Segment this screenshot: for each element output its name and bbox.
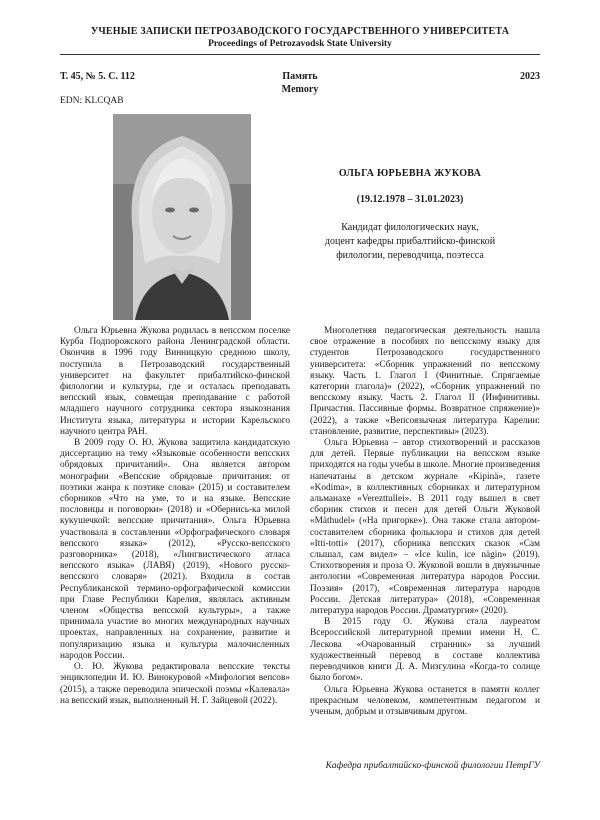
portrait-photo	[113, 114, 251, 320]
text-column-right	[310, 326, 540, 718]
section-title-ru: Память	[282, 71, 318, 82]
paragraph: О. Ю. Жукова редактировала вепсские тексты энциклопедии И. Ю. Винокуровой «Мифология вепсов» (2015), а также переводила эпической поэмы «Калевала» на вепсский язык, выполненный Н. Г. Зайцевой (2022).	[60, 662, 290, 706]
paragraph: Ольга Юрьевна Жукова останется в памяти коллег прекрасным человеком, компетентным педагогом и ученым, добрым и отзывчивым другом.	[310, 684, 540, 717]
paragraph: В 2009 году О. Ю. Жукова защитила кандидатскую диссертацию на тему «Языковые особенности вепсских обрядовых причитаний». Она является автором монографии «Вепсские обрядовые причитания: от поэтики жанра к поэтике слова» (2015) и составителем сборников «Что на уме, то и на языке. Вепсские пословицы и поговорки» (2018) и «Обернись-ка милой кукушечкой: вепсские причитания». Ольга Юрьевна участвовала в составлении «Орфографического словаря вепсского языка» (2012), «Русско-вепсского разговорника» (2018), «Лингвистического атласа вепсского языка» (ЛАВЯ) (2019), «Нового русско-вепсского словаря» (2021). Входила в состав Республиканской термино-орфографической комиссии при Главе Республики Карелия, являлась активным членом «Общества вепсской культуры», а также принимала участие во многих международных научных проектах, направленных на сохранение, развитие и популяризацию языка и культуры малочисленных народов России.	[60, 438, 290, 661]
paragraph: Ольга Юрьевна Жукова родилась в вепсском поселке Курба Подпорожского района Ленинградской области. Окончив в 1996 году Винницкую среднюю школу, поступила в Петрозаводский государственный университет на факультет прибалтийско-финской филологии и культуры, где и осталась преподавать вепсский язык, совмещая преподавание с работой младшего научного сотрудника сектора языкознания Института языка, литературы и истории Карельского научного центра РАН.	[60, 326, 290, 437]
paragraph: Ольга Юрьевна – автор стихотворений и рассказов для детей. Первые публикации на вепсском языке приходятся на годы учебы в школе. Многие произведения напечатаны в детском журнале «Kipinä», газете «Kodima», в коллективных сборниках и литературном альманахе «Verezttullei». В 2011 году вышел в свет сборник стихов и песен для детей Ольги Жуковой «Mäthudel» («На пригорке»). Она также стала автором-составителем сборника фольклора и стихов для детей «Itti-totti» (2017), сборника вепсских сказок «Сам слышал, сам видел» – «Ice kulin, ice nägin» (2019). Стихотворения и проза О. Жуковой вошли в двуязычные антологии «Современная литература народов России. Поэзия» (2017), «Современная литература народов России. Детская литература» (2018), «Современная литература народов России. Драматургия» (2020).	[310, 438, 540, 617]
publication-year: 2023	[520, 71, 540, 82]
paragraph: Многолетняя педагогическая деятельность нашла свое отражение в пособиях по вепсскому языку для студентов Петрозаводского государственного университета: «Сборник упражнений по вепсскому языку. Часть 1. Глагол I (Финитные. Спрягаемые категории глагола)» (2022), «Сборник упражнений по вепсскому языку. Часть 2. Глагол II (Инфинитивы. Причастия. Пассивные формы. Возвратное спряжение)» (2022), а также «Вепсоязычная литература Карелии: становление, развитие, перспективы» (2023).	[310, 326, 540, 437]
edn-code: EDN: KLCQAB	[60, 96, 124, 106]
bio-line: филологии, переводчица, поэтесса	[336, 250, 484, 261]
person-dates: (19.12.1978 – 31.01.2023)	[356, 194, 464, 205]
person-name: ОЛЬГА ЮРЬЕВНА ЖУКОВА	[338, 168, 482, 179]
journal-title: УЧЕНЫЕ ЗАПИСКИ ПЕТРОЗАВОДСКОГО ГОСУДАРСТВЕННОГО УНИВЕРСИТЕТА	[90, 26, 510, 37]
bio-line: доцент кафедры прибалтийско-финской	[324, 236, 496, 247]
bio-line: Кандидат филологических наук,	[341, 222, 479, 233]
text-column-left	[60, 326, 290, 707]
volume-issue-pages: Т. 45, № 5. С. 112	[60, 71, 135, 82]
header-divider	[60, 54, 540, 55]
paragraph: В 2015 году О. Жукова стала лауреатом Всероссийской литературной премии имени Н. С. Лескова «Очарованный странник» за лучший художественный перевод в составе коллектива переводчиков книги Д. А. Мизгулина «Когда-то солнце было богом».	[310, 617, 540, 684]
section-title-en: Memory	[281, 84, 319, 95]
affiliation: Кафедра прибалтийско-финской филологии ПетрГУ	[325, 761, 540, 771]
journal-subtitle: Proceedings of Petrozavodsk State University	[208, 39, 392, 49]
